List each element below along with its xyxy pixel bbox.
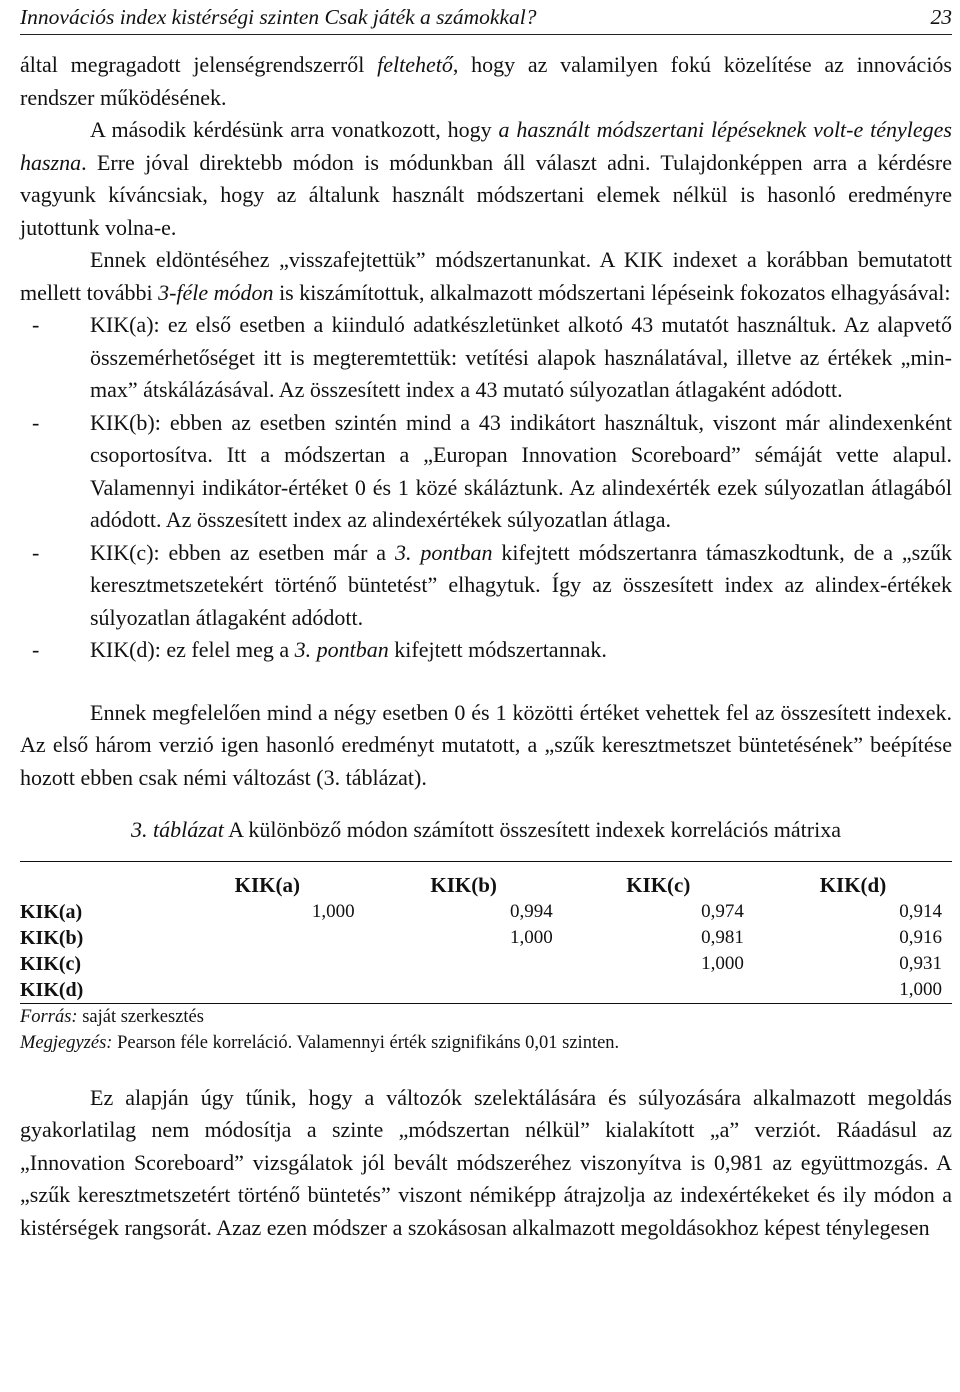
spacer xyxy=(20,1056,952,1082)
table-cell: 0,931 xyxy=(899,952,942,974)
note-text: Pearson féle korreláció. Valamennyi érték szignifikáns 0,01 szinten. xyxy=(112,1032,620,1053)
table-cell: 0,914 xyxy=(899,900,942,922)
list-dash: - xyxy=(32,409,40,435)
list-item-text: KIK(a): ez első esetben a kiinduló adatkészletünket alkotó 43 mutatót használtuk. Az alapvető összemérhetőséget itt is megteremtettük: vetítési alapok használatával, illetve az értékek „min-max” átskálázásával. Az összesített index a 43 mutató súlyozatlan átlagaként adódott. xyxy=(90,312,952,402)
table-cell: 0,974 xyxy=(701,900,744,922)
table-note xyxy=(20,1030,952,1056)
table-cell xyxy=(365,977,563,1004)
list-item-text-c: kifejtett módszertannak. xyxy=(388,637,607,662)
page-number: 23 xyxy=(930,5,952,29)
table-row xyxy=(20,951,952,977)
p2-emphasis: a használt módszertani lépéseknek volt-e tényleges haszna xyxy=(20,117,952,175)
column-header xyxy=(20,861,170,899)
table-header-row xyxy=(20,861,952,899)
running-header xyxy=(20,0,952,35)
header-title: Innovációs index kistérségi szinten Csak játék a számokkal? xyxy=(20,5,537,29)
table-cell: 0,994 xyxy=(509,900,553,922)
table-row xyxy=(20,977,952,1004)
list-dash: - xyxy=(32,637,40,662)
source-text: saját szerkesztés xyxy=(77,1006,204,1027)
p1-text-a: által megragadott jelenségrendszerről xyxy=(20,52,378,77)
row-label: KIK(a) xyxy=(20,900,83,923)
list-item xyxy=(20,537,952,635)
list-item xyxy=(20,634,952,667)
table-cell xyxy=(563,977,754,1004)
table-caption xyxy=(20,814,952,847)
list-item-emphasis: 3. pontban xyxy=(394,539,493,565)
table-cell: 1,000 xyxy=(701,952,744,974)
list-item-text-a: KIK(c): ebben az esetben már a xyxy=(90,539,395,565)
table-cell: 1,000 xyxy=(509,926,553,948)
paragraph-2 xyxy=(20,114,952,244)
table-row xyxy=(20,899,952,925)
list-item-text-c: kifejtett módszertanra támaszkodtunk, de a „szűk keresztmetszetekért történő büntetést” elhagytuk. Így az összesített index az alindex-értékek súlyozatlan átlagaként adódott. xyxy=(90,539,952,630)
table-notes xyxy=(20,1004,952,1056)
table-cell xyxy=(365,951,563,977)
body-text xyxy=(20,35,952,1244)
table-cell xyxy=(170,925,365,951)
row-label: KIK(b) xyxy=(20,926,84,949)
list-item xyxy=(20,309,952,407)
p3-emphasis: 3-féle módon xyxy=(158,279,274,305)
column-header: KIK(c) xyxy=(626,872,691,897)
p1-text-c: , hogy az valamilyen fokú közelítése az innovációs rendszer működésének. xyxy=(20,52,952,110)
list-item-emphasis: 3. pontban xyxy=(294,637,389,662)
list-item xyxy=(20,407,952,537)
row-label: KIK(d) xyxy=(20,978,84,1001)
column-header: KIK(a) xyxy=(234,872,300,897)
table-cell: 1,000 xyxy=(899,978,942,1000)
list-dash: - xyxy=(32,539,40,565)
p1-emphasis: feltehető xyxy=(377,52,453,77)
page xyxy=(20,0,952,1244)
table-cell: 0,981 xyxy=(701,926,744,948)
table-source xyxy=(20,1004,952,1030)
list-dash: - xyxy=(32,312,40,337)
p2-text-c: . Erre jóval direktebb módon is módunkban áll választ adni. Tulajdonképpen arra a kérdésre vagyunk kíváncsiak, hogy az általunk használt módszertani elemek nélkül is hasonló eredményre jutottunk volna-e. xyxy=(20,149,952,240)
column-header: KIK(d) xyxy=(819,872,887,897)
table-cell: 1,000 xyxy=(311,900,355,922)
table-cell xyxy=(170,951,365,977)
table-caption-text: A különböző módon számított összesített indexek korrelációs mátrixa xyxy=(223,817,841,842)
method-list xyxy=(20,309,952,667)
p3-text-c: is kiszámítottuk, alkalmazott módszertani lépéseink fokozatos elhagyásával: xyxy=(273,279,951,305)
spacer xyxy=(20,667,952,697)
paragraph-3 xyxy=(20,244,952,309)
source-label: Forrás: xyxy=(20,1006,78,1027)
paragraph-5: Ez alapján úgy tűnik, hogy a változók szelektálására és súlyozására alkalmazott megoldás gyakorlatilag nem módosítja a szinte „módszertan nélkül” kialakított „a” verziót. Ráadásul az „Innovation Scoreboard” vizsgálatok jól bevált módszeréhez viszonyítva is 0,981 az együttmozgás. A „szűk keresztmetszetért történő büntetés” viszont némiképp átrajzolja az indexértékeket és ily módon a kistérségek rangsorát. Azaz ezen módszer a szokásosan alkalmazott megoldásokhoz képest ténylegesen xyxy=(20,1084,952,1240)
table-row xyxy=(20,925,952,951)
table-cell xyxy=(170,977,365,1004)
correlation-table xyxy=(20,861,952,1004)
row-label: KIK(c) xyxy=(20,952,82,975)
column-header: KIK(b) xyxy=(430,872,497,897)
table-cell: 0,916 xyxy=(899,926,942,948)
paragraph-4: Ennek megfelelően mind a négy esetben 0 és 1 közötti értéket vehettek fel az összesített indexek. Az első három verzió igen hasonló eredményt mutatott, a „szűk keresztmetszet büntetésének” beépítése hozott ebben csak némi változást (3. táblázat). xyxy=(20,699,952,790)
paragraph-1 xyxy=(20,49,952,114)
p3-text-a: Ennek eldöntéséhez „visszafejtettük” módszertanunkat. A KIK indexet a korábban bemutatott mellett további xyxy=(20,247,952,305)
note-label: Megjegyzés: xyxy=(20,1032,113,1053)
p2-text-a: A második kérdésünk arra vonatkozott, hogy xyxy=(90,117,499,142)
list-item-text-a: KIK(d): ez felel meg a xyxy=(90,637,295,662)
table-caption-label: 3. táblázat xyxy=(130,817,224,842)
list-item-text: KIK(b): ebben az esetben szintén mind a 43 indikátort használtuk, viszont már alindexenként csoportosítva. Itt a módszertan a „Europan Innovation Scoreboard” sémáját vette alapul. Valamennyi indikátor-értéket 0 és 1 közé skáláztunk. Az alindexérték ezek súlyozatlan átlagából adódott. Az összesített index az alindexértékek súlyozatlan átlaga. xyxy=(90,409,952,532)
